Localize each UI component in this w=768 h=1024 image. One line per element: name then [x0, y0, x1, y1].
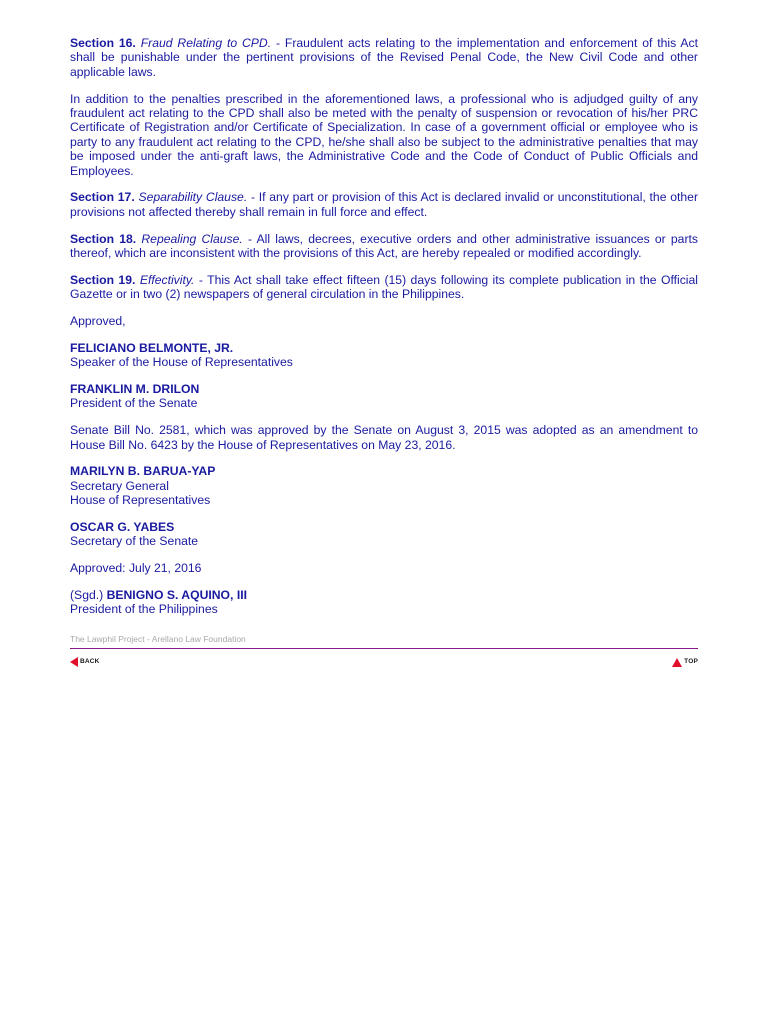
back-label: BACK	[80, 657, 100, 665]
top-label: TOP	[684, 657, 698, 665]
signatory-senate-president	[70, 382, 698, 411]
section-title: Effectivity.	[139, 272, 195, 287]
approved-label: Approved,	[70, 314, 126, 329]
signatory-senate-secretary	[70, 520, 698, 549]
signatory-name: FELICIANO BELMONTE, JR.	[70, 340, 234, 355]
section-text: - All laws, decrees, executive orders and other administrative issuances or parts thereof, which are inconsistent with the provisions of this Act, are hereby repealed or modified accordingly.	[70, 231, 698, 261]
sgd-prefix: (Sgd.)	[70, 588, 107, 603]
section-title: Separability Clause.	[138, 190, 248, 205]
section-number: Section 16.	[70, 36, 136, 50]
footer-label: The Lawphil Project - Arellano Law Foundation	[70, 633, 246, 644]
top-button[interactable]	[672, 655, 698, 669]
section-text: - This Act shall take effect fifteen (15) days following its complete publication in the Official Gazette or in two (2) newspapers of general circulation in the Philippines.	[70, 272, 698, 302]
signatory-speaker	[70, 341, 698, 370]
section-18	[70, 232, 698, 261]
signatory-house-secretary	[70, 464, 698, 507]
signatory-name: FRANKLIN M. DRILON	[70, 382, 200, 397]
signatory-title: Secretary General	[70, 478, 169, 493]
document-body	[70, 36, 698, 669]
back-arrow-icon	[70, 657, 78, 667]
signatory-president	[70, 588, 698, 617]
section-number: Section 19.	[70, 272, 136, 287]
footer-divider	[70, 648, 698, 649]
back-button[interactable]	[70, 655, 100, 669]
top-arrow-icon	[672, 658, 682, 667]
section-text: - Fraudulent acts relating to the implementation and enforcement of this Act shall be punishable under the pertinent provisions of the Revised Penal Code, the New Civil Code and other applicable laws.	[70, 36, 698, 79]
section-text: - If any part or provision of this Act is declared invalid or unconstitutional, the other provisions not affected thereby shall remain in full force and effect.	[70, 190, 699, 219]
signatory-title: House of Representatives	[70, 493, 211, 508]
signatory-title: Secretary of the Senate	[70, 534, 199, 549]
signatory-name: OSCAR G. YABES	[70, 520, 175, 535]
section-17	[70, 190, 698, 219]
adoption-note: Senate Bill No. 2581, which was approved by the Senate on August 3, 2015 was adopted as an amendment to House Bill No. 6423 by the House of Representatives on May 23, 2016.	[70, 423, 698, 452]
section-title: Fraud Relating to CPD.	[140, 36, 272, 50]
section-title: Repealing Clause.	[141, 231, 243, 246]
signatory-name: BENIGNO S. AQUINO, III	[106, 588, 247, 603]
signatory-title: Speaker of the House of Representatives	[70, 355, 293, 370]
section-16	[70, 36, 698, 79]
signatory-title: President of the Senate	[70, 396, 198, 411]
signatory-name: MARILYN B. BARUA-YAP	[70, 464, 216, 479]
signatory-title: President of the Philippines	[70, 602, 218, 617]
approved-date: Approved: July 21, 2016	[70, 561, 202, 576]
section-number: Section 17.	[70, 190, 135, 205]
section-19	[70, 273, 698, 302]
section-number: Section 18.	[70, 231, 137, 246]
penalties-paragraph: In addition to the penalties prescribed in the aforementioned laws, a professional who is adjudged guilty of any fraudulent act relating to the CPD shall also be meted with the penalty of suspension or revocation of his/her PRC Certificate of Registration and/or Certificate of Specialization. In case of a government official or employee who is party to any fraudulent act relating to the CPD, he/she shall also be subject to the administrative penalties that may be imposed under the anti-graft laws, the Administrative Code and the Code of Conduct of Public Officials and Employees.	[70, 91, 698, 178]
footer-nav	[70, 655, 698, 669]
